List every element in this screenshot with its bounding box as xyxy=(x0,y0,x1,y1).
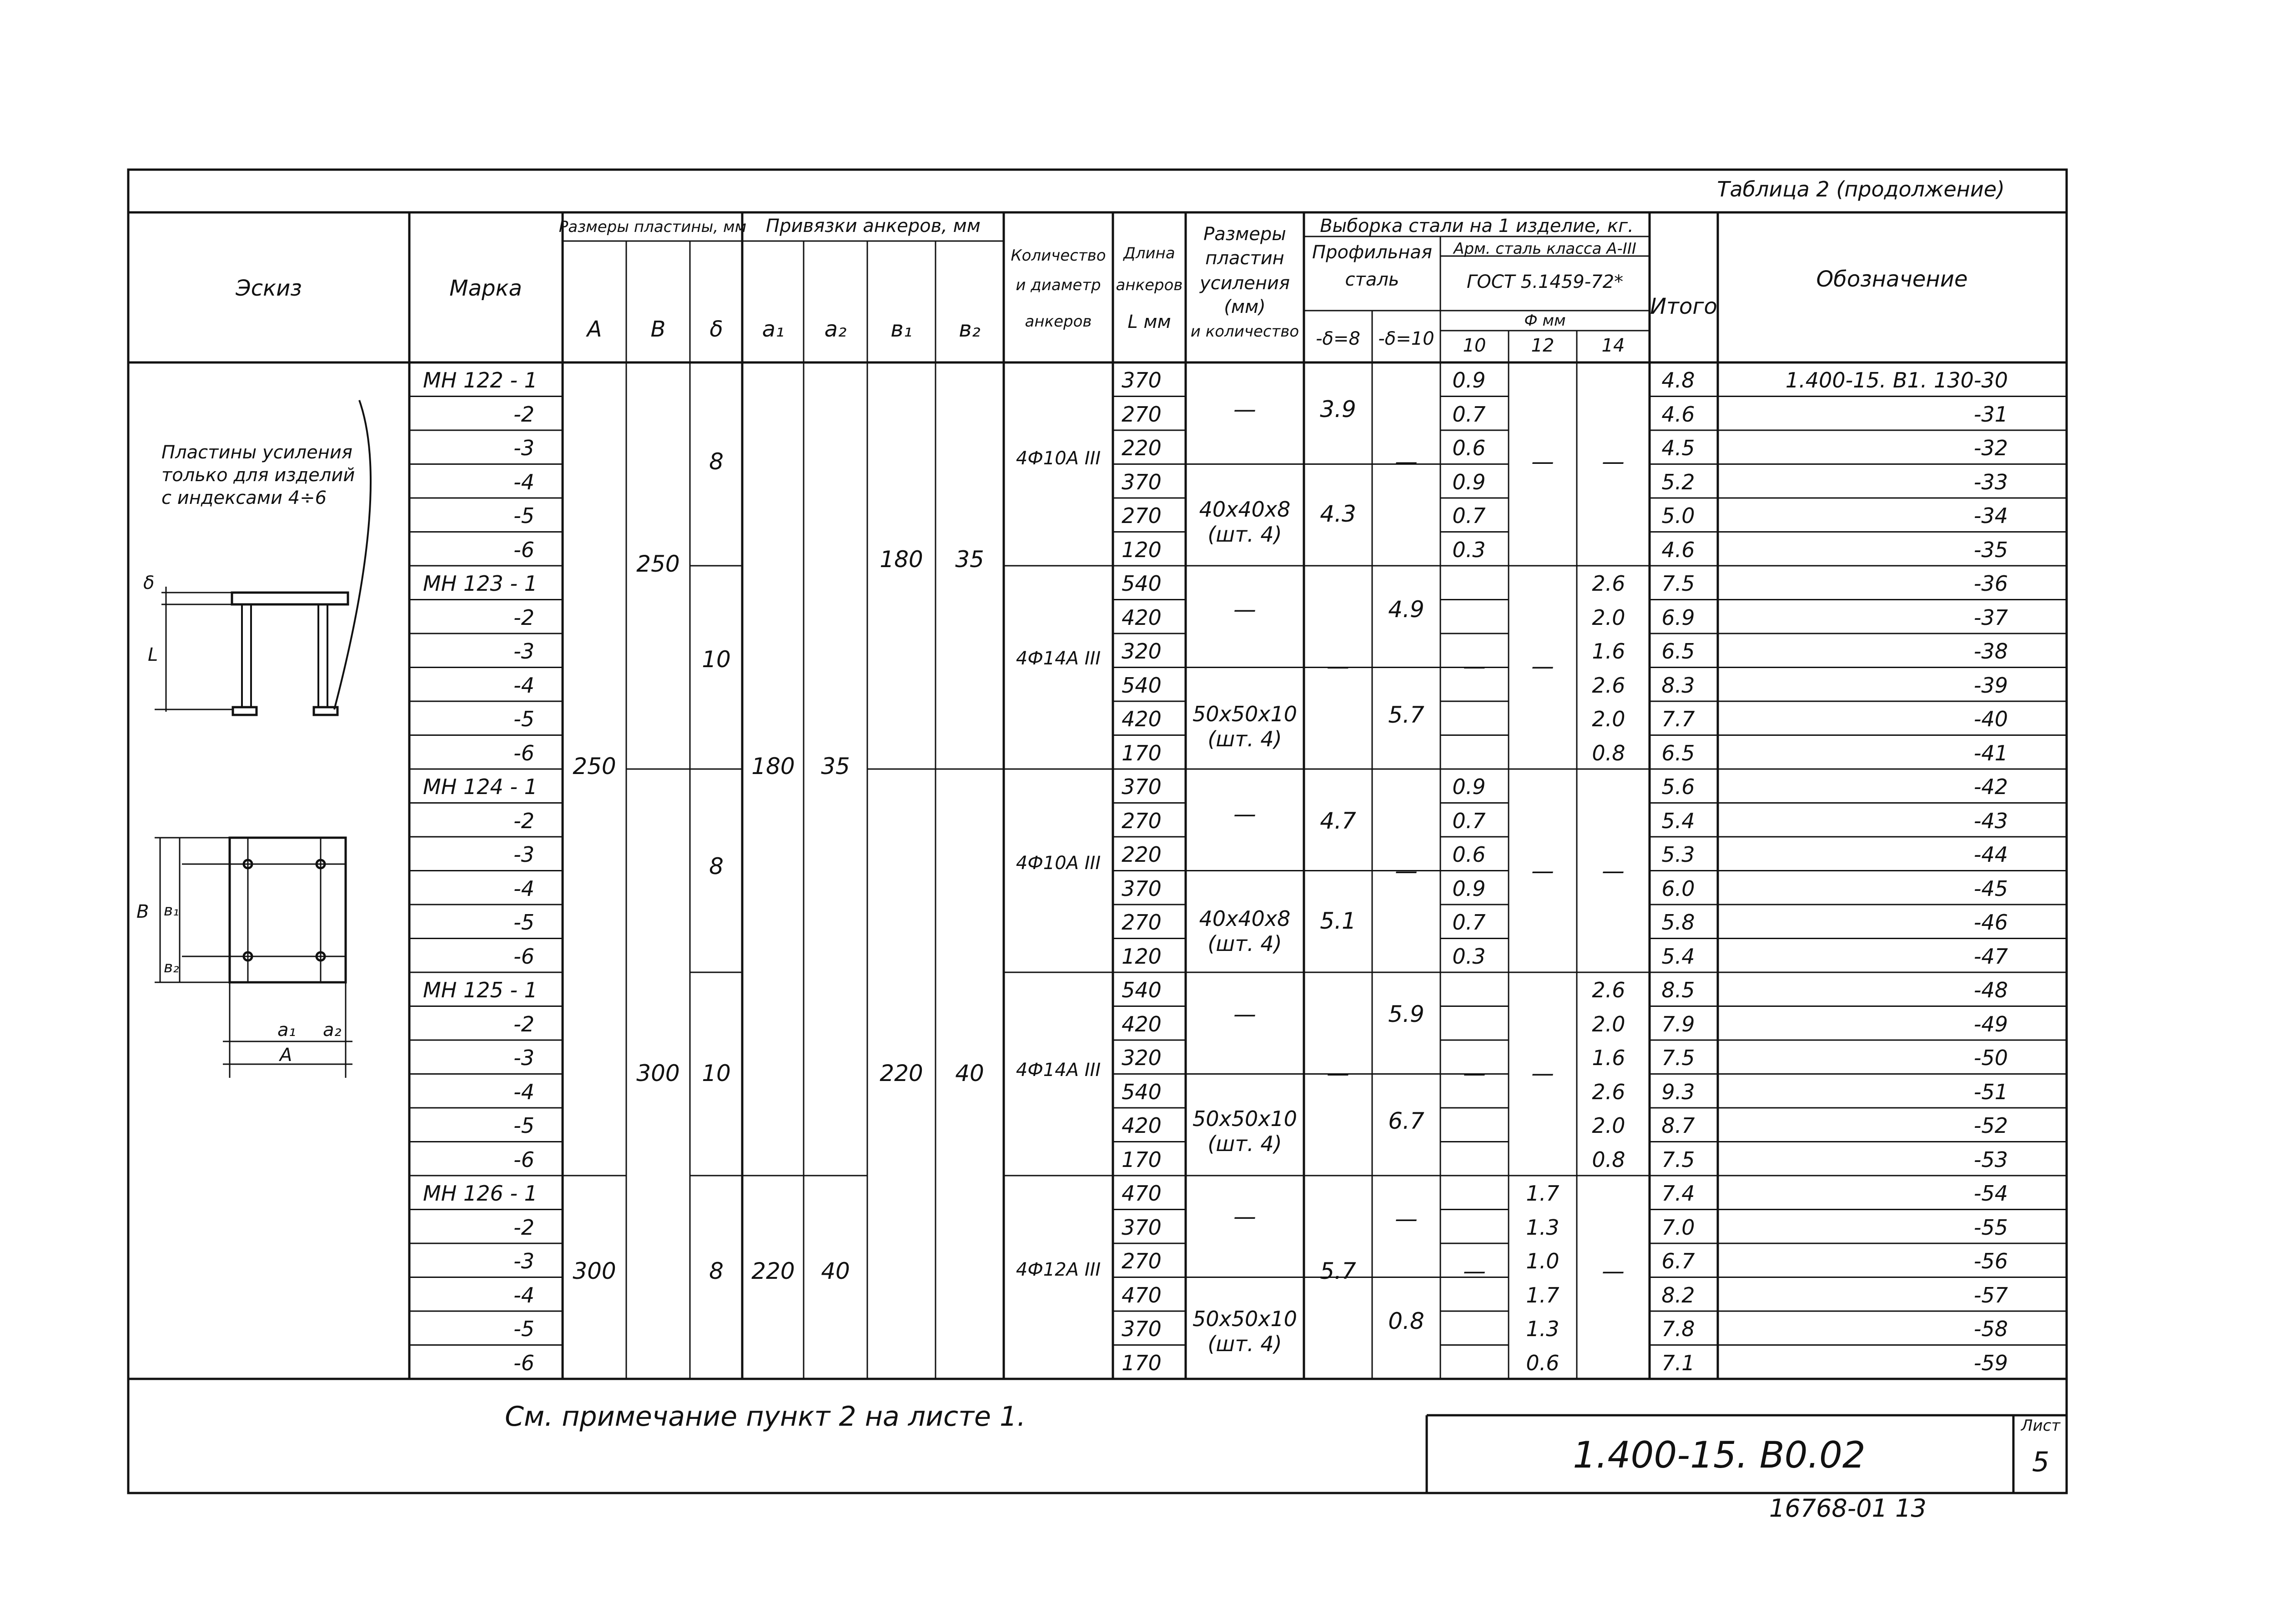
cell-p10-4: 6.7 xyxy=(1388,1108,1424,1134)
header-total: Итого xyxy=(1650,294,1717,319)
footer-archive-no: 16768-01 13 xyxy=(1769,1494,1927,1523)
cell-designation: -51 xyxy=(1973,1079,2008,1104)
header-plates-1: Размеры xyxy=(1203,224,1286,245)
cell-total: 7.0 xyxy=(1661,1215,1695,1240)
cell-d14-dash-3: — xyxy=(1602,1258,1625,1284)
cell-total: 7.5 xyxy=(1661,571,1695,596)
cell-p8-4: 5.1 xyxy=(1320,908,1356,934)
cell-length: 540 xyxy=(1122,1079,1162,1104)
cell-length: 470 xyxy=(1122,1181,1162,1206)
sketch-note-3: с индексами 4÷6 xyxy=(161,488,327,508)
cell-total: 5.0 xyxy=(1661,503,1695,528)
cell-plate-size-2: 50х50х10 xyxy=(1192,702,1298,726)
cell-plate-size-1: 40х40х8 xyxy=(1199,497,1291,522)
cell-mark-suffix: -5 xyxy=(513,1317,534,1341)
cell-total: 7.5 xyxy=(1661,1147,1695,1172)
cell-mark-suffix: -2 xyxy=(513,808,534,833)
cell-mark-suffix: -6 xyxy=(513,740,534,765)
header-mark: Марка xyxy=(449,276,522,301)
cell-designation: -56 xyxy=(1973,1249,2008,1273)
cell-total: 5.2 xyxy=(1661,469,1695,494)
cell-total: 8.7 xyxy=(1661,1113,1695,1138)
sketch-label-a1: a₁ xyxy=(277,1020,296,1041)
cell-mark-suffix: -3 xyxy=(513,842,534,867)
cell-qty-1: 4Ф10А III xyxy=(1016,448,1101,469)
cell-d12-dash-3: — xyxy=(1531,858,1554,884)
cell-plate-qty-4: (шт. 4) xyxy=(1207,1131,1282,1156)
cell-total: 6.5 xyxy=(1661,639,1695,664)
header-qty-3: анкеров xyxy=(1025,312,1092,331)
cell-b1-180: 180 xyxy=(880,546,923,573)
cell-phi10: 0.7 xyxy=(1452,503,1486,528)
sketch-note-1: Пластины усиления xyxy=(161,442,352,463)
cell-plate-qty-3: (шт. 4) xyxy=(1207,931,1282,956)
cell-b1-220: 220 xyxy=(880,1060,923,1086)
cell-mark-suffix: -4 xyxy=(513,673,534,698)
cell-length: 270 xyxy=(1122,503,1162,528)
cell-length: 540 xyxy=(1122,978,1162,1002)
cell-p8-1: 3.9 xyxy=(1320,396,1356,422)
cell-length: 120 xyxy=(1122,944,1162,969)
cell-phi10: 0.7 xyxy=(1452,808,1486,833)
cell-designation: -45 xyxy=(1973,876,2008,901)
cell-length: 470 xyxy=(1122,1282,1162,1307)
cell-total: 4.6 xyxy=(1661,402,1695,427)
cell-mark-suffix: -2 xyxy=(513,605,534,630)
cell-mark: МН 125 - 1 xyxy=(423,978,538,1002)
cell-p8-3: 4.7 xyxy=(1320,808,1356,834)
cell-phi14: 2.6 xyxy=(1592,673,1625,698)
cell-total: 5.4 xyxy=(1661,808,1695,833)
cell-designation: -37 xyxy=(1973,605,2008,630)
header-arm-class: Арм. сталь класса А-III xyxy=(1454,240,1636,258)
cell-length: 220 xyxy=(1122,436,1162,460)
cell-phi10: 0.3 xyxy=(1452,944,1486,969)
cell-total: 4.6 xyxy=(1661,537,1695,562)
header-len-2: анкеров xyxy=(1116,276,1183,294)
sketch-label-B: В xyxy=(136,901,149,922)
cell-length: 420 xyxy=(1122,1011,1162,1036)
cell-phi14: 2.6 xyxy=(1592,1079,1625,1104)
cell-designation: -44 xyxy=(1973,842,2008,867)
cell-designation: -41 xyxy=(1973,740,2008,765)
cell-length: 370 xyxy=(1122,1215,1162,1240)
cell-d10-dash-3: — xyxy=(1463,1258,1486,1284)
cell-designation: -50 xyxy=(1973,1046,2008,1070)
header-col-d10: -δ=10 xyxy=(1378,328,1434,349)
cell-designation: -34 xyxy=(1973,503,2008,528)
cell-p10-dash-1: — xyxy=(1395,448,1418,475)
sketch-label-delta: δ xyxy=(143,573,155,593)
sketch-label-A: А xyxy=(280,1045,292,1066)
cell-mark-suffix: -3 xyxy=(513,639,534,664)
cell-mark-suffix: -4 xyxy=(513,876,534,901)
cell-phi14: 2.6 xyxy=(1592,571,1625,596)
cell-A-250: 250 xyxy=(573,753,616,779)
cell-mark-suffix: -4 xyxy=(513,469,534,494)
cell-mark-suffix: -6 xyxy=(513,1350,534,1375)
cell-length: 170 xyxy=(1122,1350,1162,1375)
cell-designation: -36 xyxy=(1973,571,2008,596)
cell-d14-dash-1: — xyxy=(1602,448,1625,475)
cell-total: 7.4 xyxy=(1661,1181,1695,1206)
cell-total: 8.2 xyxy=(1661,1282,1695,1307)
cell-mark-suffix: -3 xyxy=(513,1046,534,1070)
cell-p8-dash: — xyxy=(1327,653,1349,679)
cell-delta-5: 8 xyxy=(709,1258,724,1284)
header-designation: Обозначение xyxy=(1816,266,1968,292)
cell-phi14: 2.6 xyxy=(1592,978,1625,1002)
cell-qty-3: 4Ф10А III xyxy=(1016,853,1101,874)
cell-phi12: 1.3 xyxy=(1526,1317,1560,1341)
cell-designation: -33 xyxy=(1973,469,2008,494)
cell-designation: -40 xyxy=(1973,707,2008,731)
cell-designation: -59 xyxy=(1973,1350,2008,1375)
cell-phi14: 1.6 xyxy=(1592,1046,1625,1070)
cell-plate-qty-5: (шт. 4) xyxy=(1207,1332,1282,1356)
header-sketch: Эскиз xyxy=(236,276,302,301)
cell-length: 320 xyxy=(1122,1046,1162,1070)
cell-designation: -49 xyxy=(1973,1011,2008,1036)
cell-p8-dash-2: — xyxy=(1327,1060,1349,1086)
cell-p8-5: 5.7 xyxy=(1320,1258,1356,1284)
cell-total: 5.8 xyxy=(1661,910,1695,935)
cell-p10-2: 5.7 xyxy=(1388,702,1424,728)
cell-designation: -38 xyxy=(1973,639,2008,664)
cell-mark-suffix: -4 xyxy=(513,1079,534,1104)
cell-length: 420 xyxy=(1122,1113,1162,1138)
cell-qty-4: 4Ф14А III xyxy=(1016,1060,1101,1081)
cell-phi14: 0.8 xyxy=(1592,1147,1625,1172)
cell-plate-qty-1: (шт. 4) xyxy=(1207,522,1282,547)
cell-total: 6.9 xyxy=(1661,605,1695,630)
footer-note: См. примечание пункт 2 на листе 1. xyxy=(505,1401,1026,1433)
header-col-b1: в₁ xyxy=(890,317,912,342)
cell-designation: -46 xyxy=(1973,910,2008,935)
cell-mark-suffix: -5 xyxy=(513,1113,534,1138)
cell-d10-dash-2: — xyxy=(1463,1060,1486,1086)
cell-designation: -31 xyxy=(1973,402,2008,427)
sketch-label-L: L xyxy=(148,644,158,665)
cell-designation: -55 xyxy=(1973,1215,2008,1240)
cell-mark-suffix: -5 xyxy=(513,503,534,528)
cell-mark: МН 123 - 1 xyxy=(423,571,538,596)
cell-mark: МН 124 - 1 xyxy=(423,774,538,799)
cell-phi10: 0.9 xyxy=(1452,368,1486,392)
cell-A-300: 300 xyxy=(573,1258,616,1284)
footer-doc-code: 1.400-15. В0.02 xyxy=(1573,1434,1866,1476)
header-col-a2: a₂ xyxy=(824,317,847,342)
header-anchor-refs: Привязки анкеров, мм xyxy=(766,216,981,236)
sketch-label-b2: в₂ xyxy=(164,958,179,976)
header-plates-3: усиления xyxy=(1199,273,1290,294)
cell-phi10: 0.9 xyxy=(1452,876,1486,901)
cell-total: 4.5 xyxy=(1661,436,1695,460)
cell-plate-dash-3: — xyxy=(1233,801,1256,827)
cell-designation: -48 xyxy=(1973,978,2008,1002)
cell-plate-dash-1: — xyxy=(1233,396,1256,422)
cell-a1-220: 220 xyxy=(751,1258,795,1284)
cell-length: 320 xyxy=(1122,639,1162,664)
cell-designation: -39 xyxy=(1973,673,2008,698)
cell-delta-1: 8 xyxy=(709,448,724,475)
cell-a2-35: 35 xyxy=(821,753,850,779)
header-len-1: Длина xyxy=(1123,244,1175,262)
cell-length: 370 xyxy=(1122,469,1162,494)
cell-plate-size-4: 50х50х10 xyxy=(1192,1106,1298,1131)
cell-designation: -52 xyxy=(1973,1113,2008,1138)
header-qty-1: Количество xyxy=(1011,246,1106,265)
cell-mark-suffix: -5 xyxy=(513,707,534,731)
cell-phi10: 0.6 xyxy=(1452,842,1486,867)
cell-designation: -53 xyxy=(1973,1147,2008,1172)
cell-d10-dash-1: — xyxy=(1463,653,1486,679)
cell-length: 370 xyxy=(1122,1317,1162,1341)
cell-designation: -32 xyxy=(1973,436,2008,460)
header-col-a1: a₁ xyxy=(762,317,785,342)
cell-phi14: 2.0 xyxy=(1592,605,1625,630)
cell-total: 6.7 xyxy=(1661,1249,1695,1273)
cell-length: 370 xyxy=(1122,774,1162,799)
cell-length: 540 xyxy=(1122,673,1162,698)
cell-mark-suffix: -2 xyxy=(513,1011,534,1036)
cell-phi14: 1.6 xyxy=(1592,639,1625,664)
cell-mark: МН 122 - 1 xyxy=(423,368,538,392)
cell-total: 7.7 xyxy=(1661,707,1695,731)
cell-phi12: 1.3 xyxy=(1526,1215,1560,1240)
cell-total: 4.8 xyxy=(1661,368,1695,392)
cell-total: 5.4 xyxy=(1661,944,1695,969)
cell-total: 5.3 xyxy=(1661,842,1695,867)
cell-length: 270 xyxy=(1122,402,1162,427)
sketch-label-b1: в₁ xyxy=(164,901,179,920)
header-qty-2: и диаметр xyxy=(1016,276,1101,294)
cell-plate-qty-2: (шт. 4) xyxy=(1207,727,1282,751)
cell-phi12: 1.0 xyxy=(1526,1249,1560,1273)
cell-designation: -35 xyxy=(1973,537,2008,562)
cell-d12-dash-1: — xyxy=(1531,448,1554,475)
header-plates-2: пластин xyxy=(1205,248,1284,269)
cell-plate-size-5: 50х50х10 xyxy=(1192,1307,1298,1331)
cell-designation: -47 xyxy=(1973,944,2008,969)
cell-mark-suffix: -3 xyxy=(513,1249,534,1273)
header-col-10: 10 xyxy=(1463,335,1486,356)
cell-length: 420 xyxy=(1122,707,1162,731)
cell-designation: -57 xyxy=(1973,1282,2008,1307)
header-prof-1: Профильная xyxy=(1312,242,1433,263)
cell-p10-5: 0.8 xyxy=(1388,1308,1424,1334)
cell-phi10: 0.9 xyxy=(1452,469,1486,494)
cell-total: 8.3 xyxy=(1661,673,1695,698)
cell-length: 120 xyxy=(1122,537,1162,562)
cell-mark-suffix: -5 xyxy=(513,910,534,935)
cell-d14-dash-2: — xyxy=(1602,858,1625,884)
header-col-12: 12 xyxy=(1531,335,1555,356)
footer-sheet-no: 5 xyxy=(2032,1446,2050,1478)
header-gost: ГОСТ 5.1459-72* xyxy=(1466,272,1624,292)
header-col-14: 14 xyxy=(1601,335,1625,356)
cell-mark-suffix: -2 xyxy=(513,1215,534,1240)
header-phi-mm: Ф мм xyxy=(1524,312,1566,330)
cell-phi12: 1.7 xyxy=(1526,1181,1560,1206)
cell-phi14: 2.0 xyxy=(1592,1011,1625,1036)
cell-length: 420 xyxy=(1122,605,1162,630)
cell-length: 370 xyxy=(1122,368,1162,392)
header-plates-5: и количество xyxy=(1190,322,1299,341)
cell-p10-3: 5.9 xyxy=(1388,1001,1424,1027)
cell-B-300: 300 xyxy=(636,1060,680,1086)
cell-total: 7.8 xyxy=(1661,1317,1695,1341)
cell-mark-suffix: -2 xyxy=(513,402,534,427)
cell-mark-suffix: -6 xyxy=(513,537,534,562)
cell-p10-dash-3: — xyxy=(1395,1206,1418,1232)
cell-mark-suffix: -3 xyxy=(513,436,534,460)
cell-qty-2: 4Ф14А III xyxy=(1016,648,1101,669)
cell-phi10: 0.3 xyxy=(1452,537,1486,562)
table-caption: Таблица 2 (продолжение) xyxy=(1717,177,2005,201)
cell-length: 270 xyxy=(1122,808,1162,833)
cell-delta-3: 8 xyxy=(709,853,724,880)
cell-total: 8.5 xyxy=(1661,978,1695,1002)
cell-d12-dash-2: — xyxy=(1531,653,1554,679)
cell-total: 6.5 xyxy=(1661,740,1695,765)
cell-total: 7.5 xyxy=(1661,1046,1695,1070)
cell-length: 220 xyxy=(1122,842,1162,867)
cell-a2-40: 40 xyxy=(821,1258,850,1284)
cell-total: 5.6 xyxy=(1661,774,1695,799)
header-prof-2: сталь xyxy=(1345,269,1399,290)
cell-length: 270 xyxy=(1122,1249,1162,1273)
header-plates-4: (мм) xyxy=(1224,297,1266,317)
header-col-B: В xyxy=(650,317,666,342)
cell-phi14: 0.8 xyxy=(1592,740,1625,765)
sketch-label-a2: a₂ xyxy=(323,1020,342,1041)
footer-sheet-label: Лист xyxy=(2021,1417,2061,1435)
sketch-note-2: только для изделий xyxy=(161,465,355,486)
cell-designation: -54 xyxy=(1973,1181,2008,1206)
cell-phi14: 2.0 xyxy=(1592,707,1625,731)
cell-designation: 1.400-15. В1. 130-30 xyxy=(1785,368,2008,392)
cell-phi10: 0.6 xyxy=(1452,436,1486,460)
cell-designation: -42 xyxy=(1973,774,2008,799)
cell-phi12: 1.7 xyxy=(1526,1282,1560,1307)
cell-total: 7.1 xyxy=(1661,1350,1695,1375)
header-col-delta: δ xyxy=(709,317,723,342)
header-col-A: А xyxy=(587,317,602,342)
cell-total: 7.9 xyxy=(1661,1011,1695,1036)
outer-frame xyxy=(128,170,2067,1493)
cell-plate-dash-5: — xyxy=(1233,1203,1256,1230)
header-len-3: L мм xyxy=(1127,312,1171,332)
cell-length: 170 xyxy=(1122,740,1162,765)
cell-p10-dash-2: — xyxy=(1395,858,1418,884)
cell-length: 170 xyxy=(1122,1147,1162,1172)
cell-phi10: 0.7 xyxy=(1452,910,1486,935)
cell-plate-size-3: 40х40х8 xyxy=(1199,906,1291,931)
cell-phi10: 0.9 xyxy=(1452,774,1486,799)
cell-mark: МН 126 - 1 xyxy=(423,1181,538,1206)
header-col-d8: -δ=8 xyxy=(1316,328,1360,349)
cell-length: 370 xyxy=(1122,876,1162,901)
cell-b2-40: 40 xyxy=(955,1060,984,1086)
cell-total: 6.0 xyxy=(1661,876,1695,901)
cell-B-250: 250 xyxy=(636,551,680,577)
cell-a1-180: 180 xyxy=(751,753,795,779)
cell-delta-2: 10 xyxy=(702,646,731,673)
cell-plate-dash-2: — xyxy=(1233,596,1256,623)
cell-delta-4: 10 xyxy=(702,1060,731,1086)
cell-total: 9.3 xyxy=(1661,1079,1695,1104)
header-col-b2: в₂ xyxy=(959,317,981,342)
cell-phi12: 0.6 xyxy=(1526,1350,1560,1375)
cell-d12-dash-4: — xyxy=(1531,1060,1554,1086)
cell-plate-dash-4: — xyxy=(1233,1001,1256,1027)
cell-p10-1: 4.9 xyxy=(1388,596,1424,623)
cell-designation: -43 xyxy=(1973,808,2008,833)
cell-qty-5: 4Ф12А III xyxy=(1016,1259,1101,1280)
cell-phi10: 0.7 xyxy=(1452,402,1486,427)
header-plate-sizes: Размеры пластины, мм xyxy=(558,218,747,236)
header-steel-sel: Выборка стали на 1 изделие, кг. xyxy=(1320,216,1634,236)
cell-mark-suffix: -4 xyxy=(513,1282,534,1307)
cell-length: 540 xyxy=(1122,571,1162,596)
cell-length: 270 xyxy=(1122,910,1162,935)
cell-phi14: 2.0 xyxy=(1592,1113,1625,1138)
cell-designation: -58 xyxy=(1973,1317,2008,1341)
cell-mark-suffix: -6 xyxy=(513,944,534,969)
cell-p8-2: 4.3 xyxy=(1320,501,1356,527)
cell-b2-35: 35 xyxy=(955,546,984,573)
cell-mark-suffix: -6 xyxy=(513,1147,534,1172)
